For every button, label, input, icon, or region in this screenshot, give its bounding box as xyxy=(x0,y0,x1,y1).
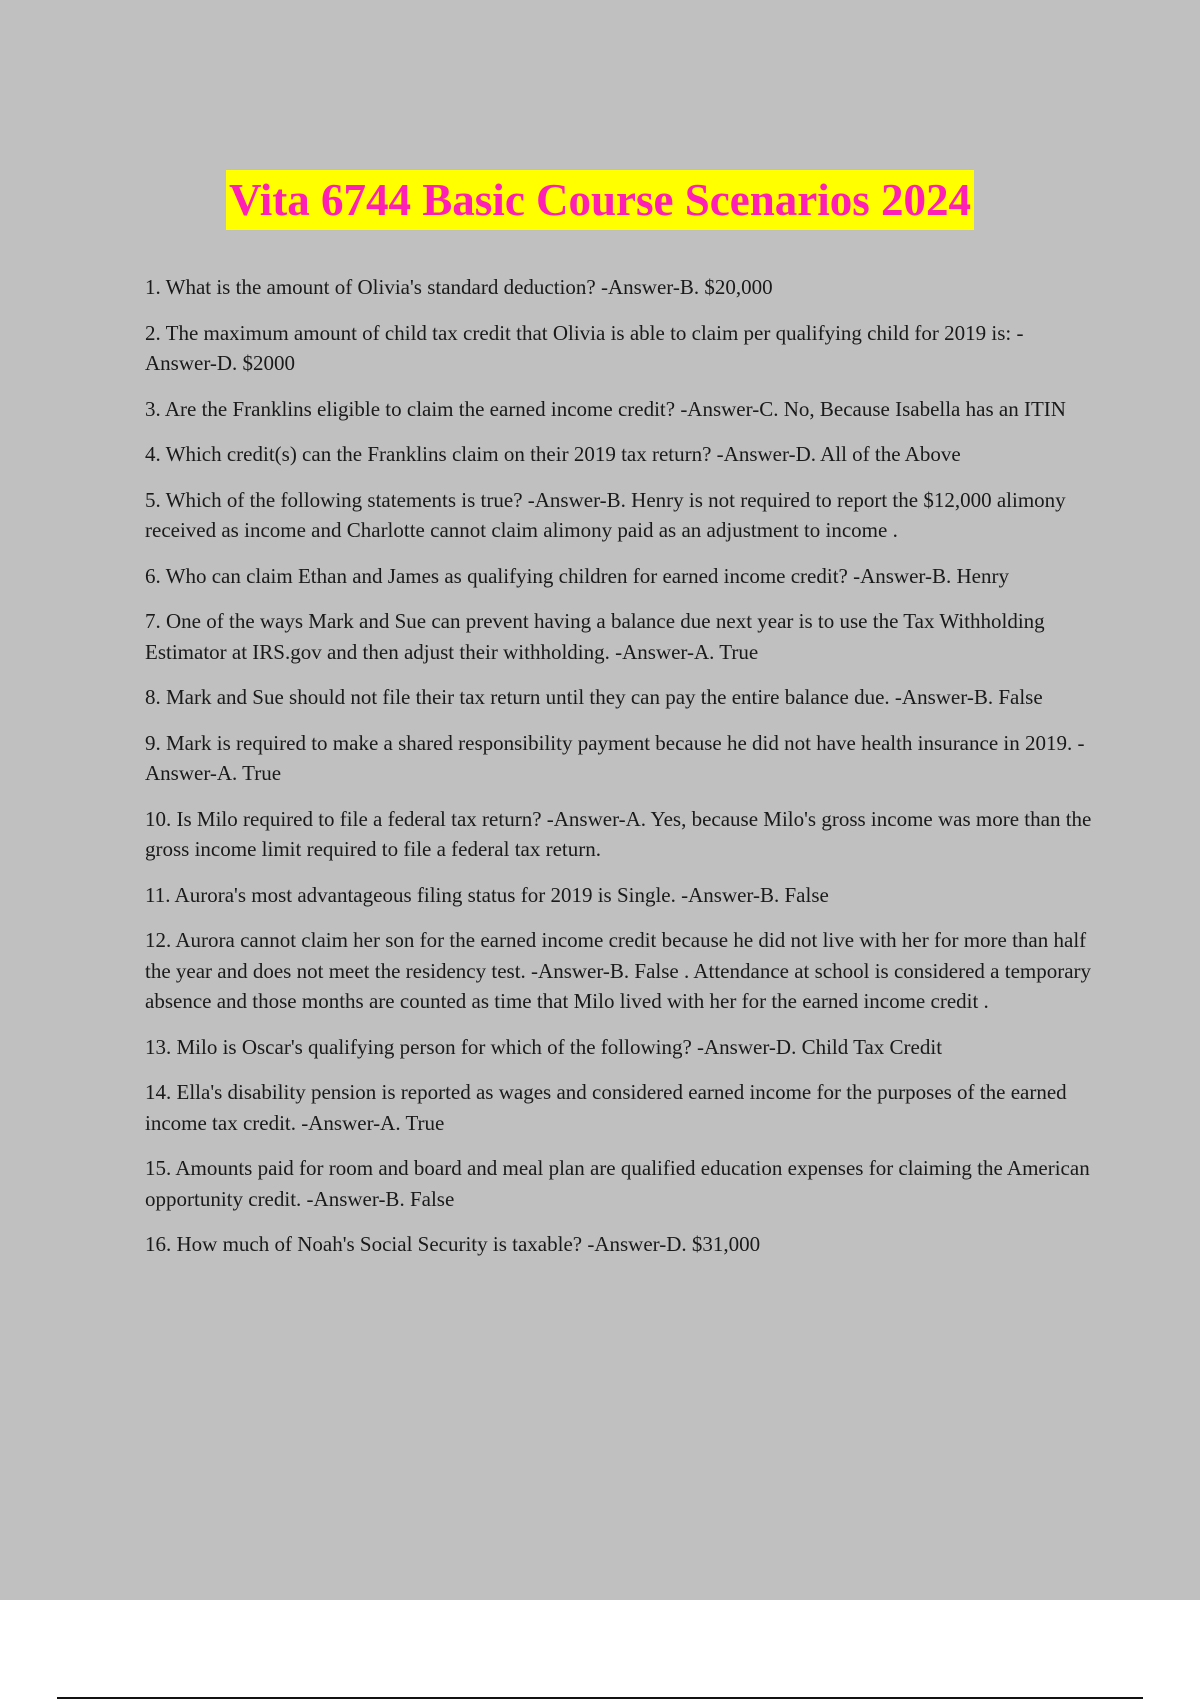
list-item: 16. How much of Noah's Social Security is taxable? -Answer-D. $31,000 xyxy=(145,1232,761,1256)
list-item: 6. Who can claim Ethan and James as qualifying children for earned income credit? -Answer-B. Henry xyxy=(145,563,1009,588)
list-item: 14. Ella's disability pension is reported as wages and considered earned income for the purposes of the earned income tax credit. -Answer-A. True xyxy=(145,1080,1067,1135)
bottom-divider xyxy=(57,1697,1143,1699)
list-item: 9. Mark is required to make a shared responsibility payment because he did not have health insurance in 2019. -Answer-A. True xyxy=(145,730,1085,785)
title-wrapper xyxy=(0,170,1200,230)
list-item: 4. Which credit(s) can the Franklins claim on their 2019 tax return? -Answer-D. All of the Above xyxy=(145,442,961,466)
list-item: 15. Amounts paid for room and board and meal plan are qualified education expenses for claiming the American opportunity credit. -Answer-B. False xyxy=(145,1156,1090,1211)
document-title: Vita 6744 Basic Course Scenarios 2024 xyxy=(226,170,974,230)
list-item: 7. One of the ways Mark and Sue can prevent having a balance due next year is to use the Tax Withholding Estimator at IRS.gov and then adjust their withholding. -Answer-A. True xyxy=(145,609,1045,664)
list-item: 3. Are the Franklins eligible to claim the earned income credit? -Answer-C. No, Because Isabella has an ITIN xyxy=(145,396,1066,421)
list-item: 1. What is the amount of Olivia's standard deduction? -Answer-B. $20,000 xyxy=(145,275,773,299)
list-item: 11. Aurora's most advantageous filing status for 2019 is Single. -Answer-B. False xyxy=(145,882,829,907)
list-item: 12. Aurora cannot claim her son for the earned income credit because he did not live with her for more than half the year and does not meet the residency test. -Answer-B. False . Attendance at school is considered a temporary absence and those months are counted as time that Milo lived with her for the earned income credit . xyxy=(145,928,1092,1013)
list-item: 13. Milo is Oscar's qualifying person for which of the following? -Answer-D. Child Tax Credit xyxy=(145,1034,943,1059)
list-item: 2. The maximum amount of child tax credit that Olivia is able to claim per qualifying child for 2019 is: -Answer-D. $2000 xyxy=(145,320,1024,375)
list-item: 5. Which of the following statements is true? -Answer-B. Henry is not required to report the $12,000 alimony received as income and Charlotte cannot claim alimony paid as an adjustment to income . xyxy=(145,487,1066,542)
question-answer-list xyxy=(145,272,1095,1275)
list-item: 8. Mark and Sue should not file their tax return until they can pay the entire balance due. -Answer-B. False xyxy=(145,685,1043,709)
list-item: 10. Is Milo required to file a federal tax return? -Answer-A. Yes, because Milo's gross income was more than the gross income limit required to file a federal tax return. xyxy=(145,806,1092,861)
